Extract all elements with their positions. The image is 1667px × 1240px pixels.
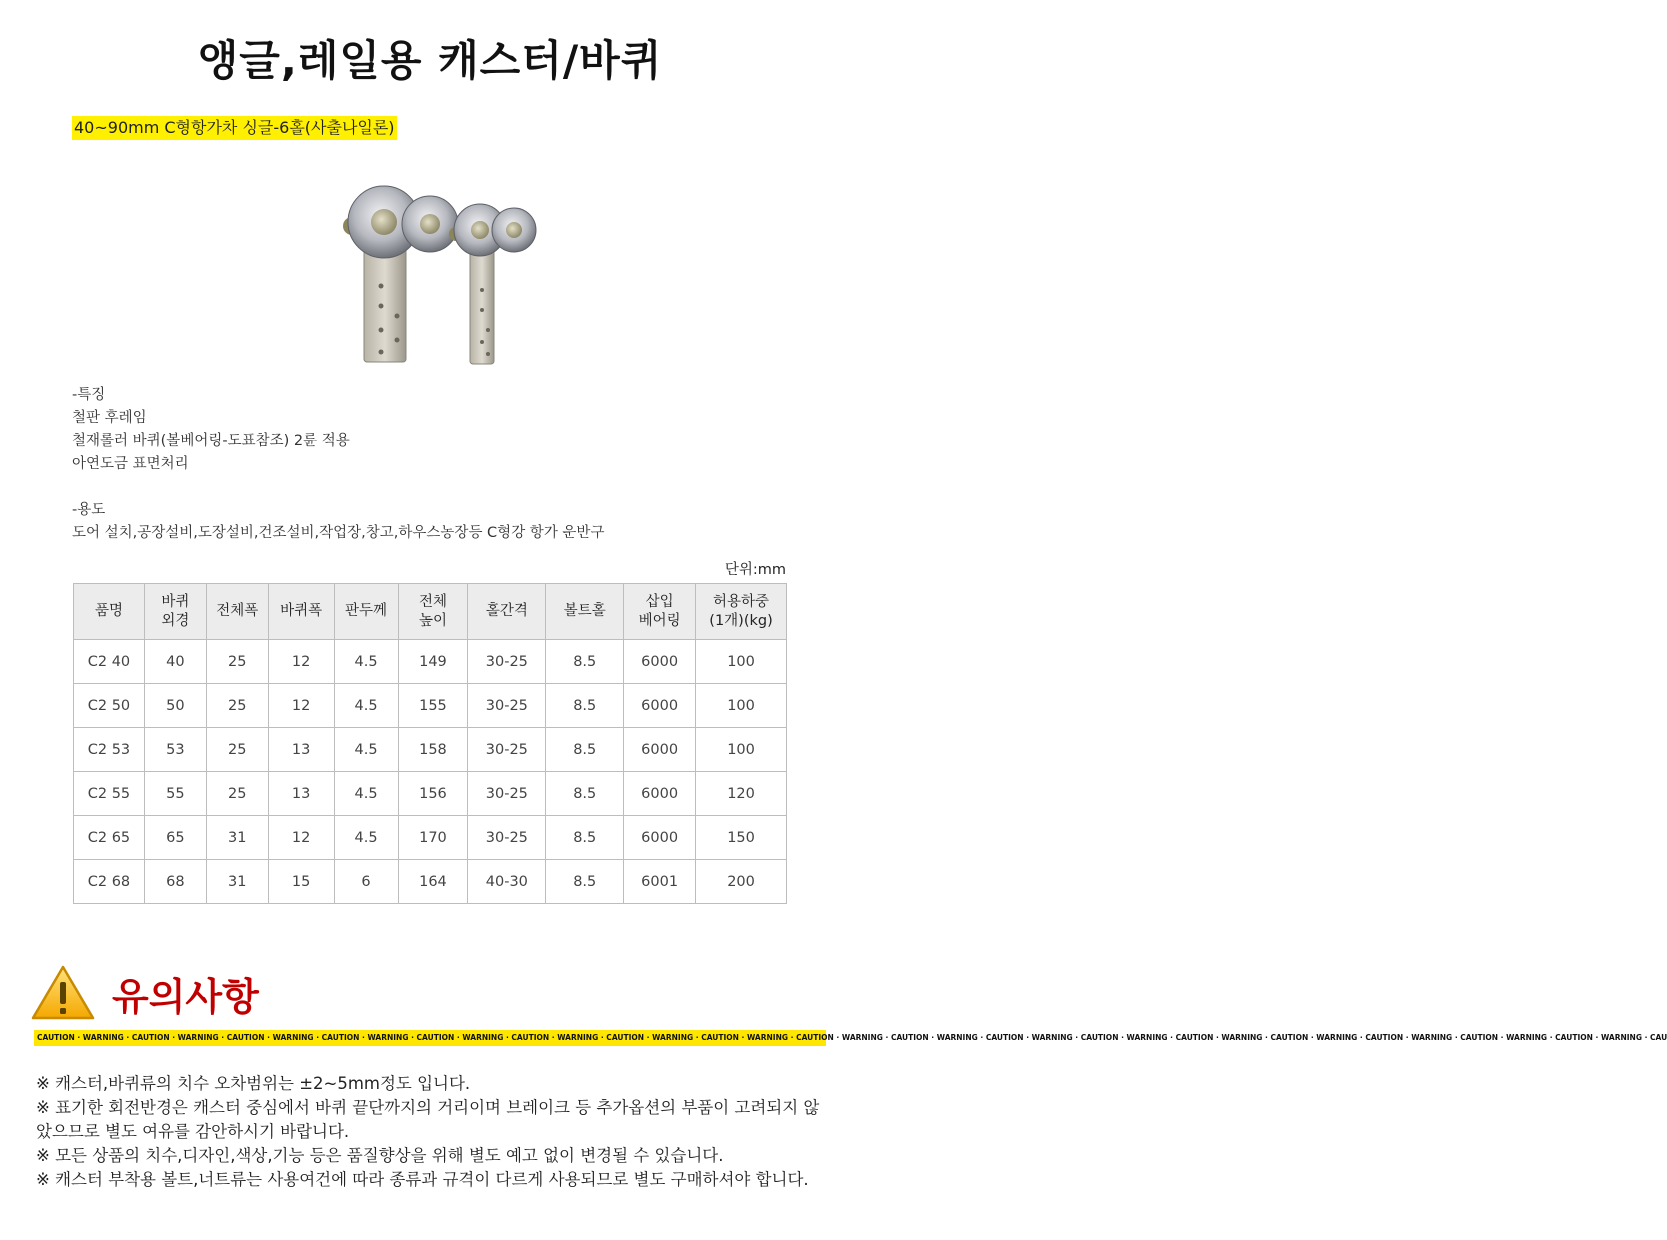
table-cell: 25 [206, 728, 268, 772]
header-cell: 판두께 [334, 584, 398, 640]
table-cell: 50 [144, 684, 206, 728]
header-cell: 허용하중 (1개)(kg) [696, 584, 787, 640]
header-cell: 홀간격 [468, 584, 546, 640]
note-item: ※ 캐스터,바퀴류의 치수 오차범위는 ±2~5mm정도 입니다. [36, 1074, 471, 1093]
note-item: ※ 표기한 회전반경은 캐스터 중심에서 바퀴 끝단까지의 거리이며 브레이크 등 추가옵션의 부품이 고려되지 않았으므로 별도 여유를 감안하시기 바랍니다. [36, 1098, 820, 1141]
table-cell: 6000 [624, 816, 696, 860]
table-cell: 8.5 [546, 728, 624, 772]
table-cell: 100 [696, 684, 787, 728]
table-cell: 40 [144, 640, 206, 684]
product-subtitle: 40~90mm C형항가차 싱글-6홀(사출나일론) [72, 116, 397, 140]
table-row [74, 860, 787, 904]
product-photo [232, 150, 628, 372]
feature-item: 철재롤러 바퀴(볼베어링-도표참조) 2륜 적용 [72, 433, 350, 449]
header-cell: 품명 [74, 584, 145, 640]
table-cell: 150 [696, 816, 787, 860]
table-cell: 120 [696, 772, 787, 816]
caution-title: 유의사항 [112, 975, 259, 1019]
table-cell: 4.5 [334, 684, 398, 728]
table-cell: 13 [268, 728, 334, 772]
table-row [74, 772, 787, 816]
table-cell: 155 [398, 684, 468, 728]
page-title: 앵글,레일용 캐스터/바퀴 [197, 36, 663, 85]
table-cell: C2 40 [74, 640, 145, 684]
table-cell: 8.5 [546, 860, 624, 904]
table-cell: 164 [398, 860, 468, 904]
table-cell: 13 [268, 772, 334, 816]
features-section [72, 384, 604, 545]
table-cell: 156 [398, 772, 468, 816]
table-cell: 31 [206, 816, 268, 860]
notes-section [36, 1072, 826, 1192]
table-cell: 25 [206, 772, 268, 816]
feature-item: 철판 후레임 [72, 410, 147, 426]
table-cell: 8.5 [546, 640, 624, 684]
table-cell: C2 65 [74, 816, 145, 860]
warning-triangle-icon [30, 964, 96, 1022]
table-cell: 6001 [624, 860, 696, 904]
table-cell: C2 50 [74, 684, 145, 728]
table-cell: 12 [268, 640, 334, 684]
note-item: ※ 모든 상품의 치수,디자인,색상,기능 등은 품질향상을 위해 별도 예고 없이 변경될 수 있습니다. [36, 1146, 724, 1165]
table-cell: 30-25 [468, 772, 546, 816]
table-cell: 6000 [624, 772, 696, 816]
table-row [74, 684, 787, 728]
table-cell: 15 [268, 860, 334, 904]
table-cell: 100 [696, 728, 787, 772]
table-cell: 12 [268, 816, 334, 860]
usage-heading: -용도 [72, 502, 106, 518]
table-cell: C2 53 [74, 728, 145, 772]
table-cell: 40-30 [468, 860, 546, 904]
table-cell: 149 [398, 640, 468, 684]
table-cell: 158 [398, 728, 468, 772]
table-cell: C2 68 [74, 860, 145, 904]
table-cell: 55 [144, 772, 206, 816]
table-cell: 100 [696, 640, 787, 684]
header-cell: 삽입 베어링 [624, 584, 696, 640]
table-cell: 12 [268, 684, 334, 728]
table-cell: 4.5 [334, 772, 398, 816]
table-cell: 30-25 [468, 640, 546, 684]
table-cell: 4.5 [334, 728, 398, 772]
table-cell: 30-25 [468, 684, 546, 728]
table-cell: 6000 [624, 684, 696, 728]
table-cell: 65 [144, 816, 206, 860]
features-heading: -특징 [72, 387, 106, 403]
header-cell: 전체폭 [206, 584, 268, 640]
table-cell: 30-25 [468, 728, 546, 772]
table-cell: 4.5 [334, 640, 398, 684]
table-cell: 6 [334, 860, 398, 904]
header-cell: 바퀴 외경 [144, 584, 206, 640]
table-cell: 8.5 [546, 816, 624, 860]
table-cell: 200 [696, 860, 787, 904]
table-cell: 25 [206, 684, 268, 728]
feature-item: 아연도금 표면처리 [72, 456, 189, 472]
table-cell: 170 [398, 816, 468, 860]
header-cell: 바퀴폭 [268, 584, 334, 640]
header-cell: 볼트홀 [546, 584, 624, 640]
table-cell: 30-25 [468, 816, 546, 860]
table-cell: 6000 [624, 640, 696, 684]
table-cell: 53 [144, 728, 206, 772]
spec-table [73, 583, 787, 904]
usage-item: 도어 설치,공장설비,도장설비,건조설비,작업장,창고,하우스농장등 C형강 항가 운반구 [72, 525, 605, 541]
table-header-row [74, 584, 787, 640]
table-row [74, 728, 787, 772]
caution-strip: CAUTION · WARNING · CAUTION · WARNING · CAUTION · WARNING · CAUTION · WARNING · CAUTION · WARNING · CAUTION · WARNING · CAUTION · WARNING · CAUTION · WARNING · CAUTION · WARNING · CAUTION · WARNING · CAUTION · WARNING · CAUTION · WARNING · CAUTION · WARNING · CAUTION · WARNING · CAUTION · WARNING · CAUTION · WARNING · CAUTION · WARNING · CAU [34, 1030, 826, 1046]
table-cell: 68 [144, 860, 206, 904]
table-cell: 4.5 [334, 816, 398, 860]
table-cell: 8.5 [546, 684, 624, 728]
table-row [74, 816, 787, 860]
table-row [74, 640, 787, 684]
header-cell: 전체 높이 [398, 584, 468, 640]
table-cell: 6000 [624, 728, 696, 772]
table-cell: 8.5 [546, 772, 624, 816]
table-cell: 25 [206, 640, 268, 684]
unit-label: 단위:mm [724, 562, 786, 578]
note-item: ※ 캐스터 부착용 볼트,너트류는 사용여건에 따라 종류과 규격이 다르게 사용되므로 별도 구매하셔야 합니다. [36, 1170, 809, 1189]
table-cell: C2 55 [74, 772, 145, 816]
spec-table-body [74, 640, 787, 904]
table-cell: 31 [206, 860, 268, 904]
